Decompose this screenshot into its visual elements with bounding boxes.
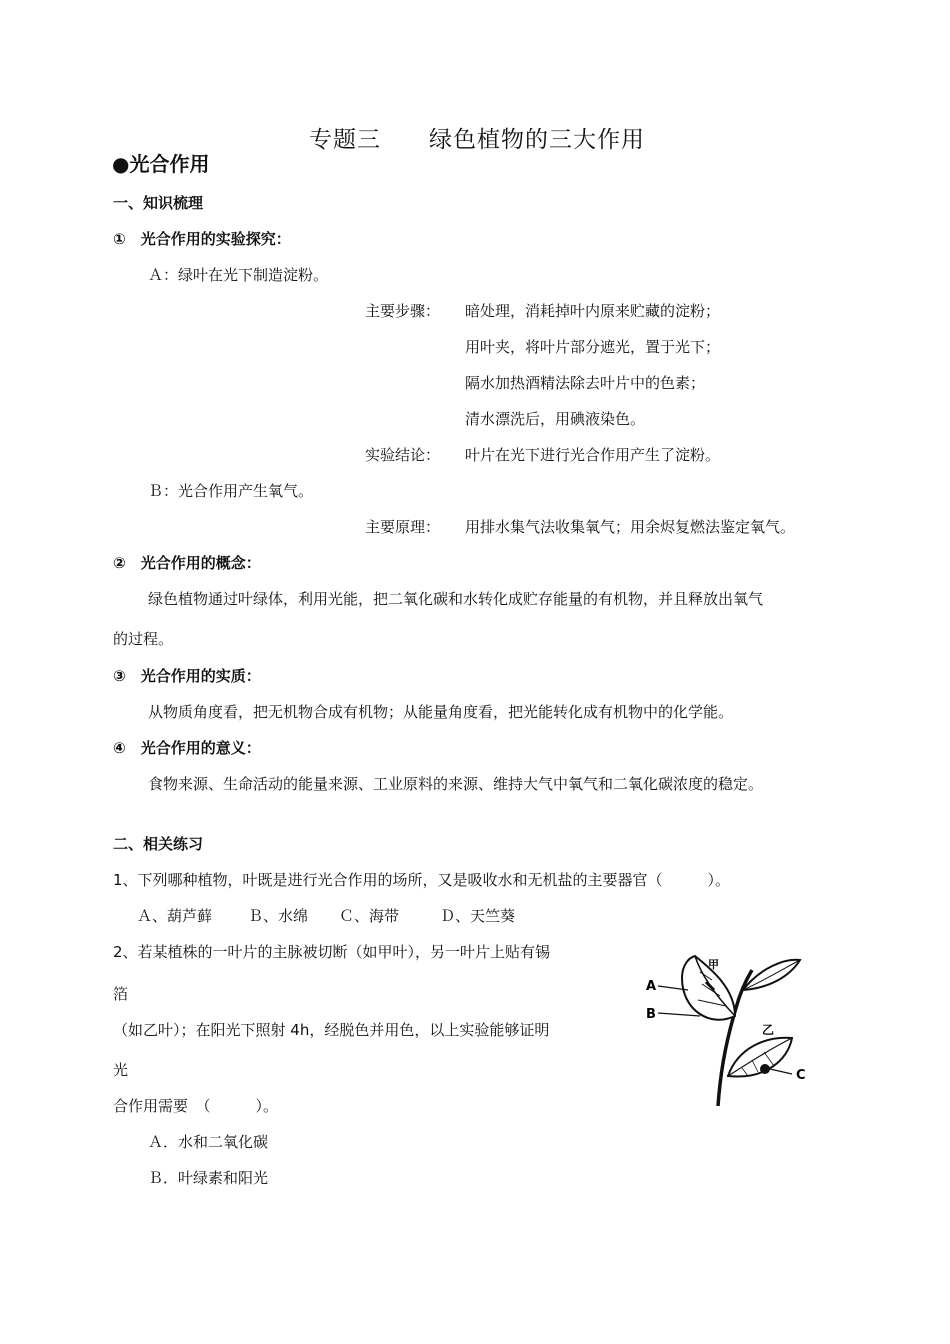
q2-line-3: （如乙叶）；在阳光下照射 4h，经脱色并用色，以上实验能够证明 — [113, 1021, 550, 1039]
label-jia: 甲 — [708, 958, 719, 971]
plant-leaf-figure — [640, 948, 820, 1113]
step-4: 清水漂洗后，用碘液染色。 — [465, 410, 646, 428]
concept-line-2: 的过程。 — [113, 630, 174, 648]
step-2: 用叶夹，将叶片部分遮光，置于光下； — [465, 338, 721, 356]
part1-heading: 一、知识梳理 — [113, 194, 204, 212]
q2-line-1: 2、若某植株的一叶片的主脉被切断（如甲叶），另一叶片上贴有锡 — [113, 943, 551, 961]
q2-option-a: Ａ．水和二氧化碳 — [148, 1133, 269, 1151]
section-heading: ●光合作用 — [112, 152, 210, 176]
page-title: 专题三 绿色植物的三大作用 — [309, 127, 645, 153]
part2-heading: 二、相关练习 — [113, 835, 204, 853]
q1-stem: 1、下列哪种植物，叶既是进行光合作用的场所，又是吸收水和无机盐的主要器官（ ）。 — [113, 871, 731, 889]
concept-line-1: 绿色植物通过叶绿体，利用光能，把二氧化碳和水转化成贮存能量的有机物，并且释放出氧气 — [148, 590, 764, 608]
essence-text: 从物质角度看，把无机物合成有机物；从能量角度看，把光能转化成有机物中的化学能。 — [148, 703, 734, 721]
item3-heading: ③ 光合作用的实质： — [113, 667, 261, 685]
q2-line-4: 光 — [113, 1061, 129, 1079]
q1-option-a: Ａ、葫芦藓 — [137, 907, 213, 925]
q2-line-5: 合作用需要 （ ）。 — [113, 1097, 279, 1115]
steps-label: 主要步骤： — [365, 302, 441, 320]
q2-option-b: Ｂ．叶绿素和阳光 — [148, 1169, 269, 1187]
label-c: C — [796, 1068, 806, 1083]
conclusion-label: 实验结论： — [365, 446, 441, 464]
tin-foil-dot — [760, 1064, 770, 1074]
q1-option-d: Ｄ、天竺葵 — [440, 907, 516, 925]
item4-heading: ④ 光合作用的意义： — [113, 739, 261, 757]
step-3: 隔水加热酒精法除去叶片中的色素； — [465, 374, 706, 392]
step-1: 暗处理，消耗掉叶内原来贮藏的淀粉； — [465, 302, 721, 320]
significance-text: 食物来源、生命活动的能量来源、工业原料的来源、维持大气中氧气和二氧化碳浓度的稳定。 — [148, 775, 764, 793]
conclusion-text: 叶片在光下进行光合作用产生了淀粉。 — [465, 446, 721, 464]
label-yi: 乙 — [762, 1023, 775, 1037]
q2-line-2: 箔 — [113, 985, 129, 1003]
pointer-b — [658, 1013, 700, 1016]
item2-heading: ② 光合作用的概念： — [113, 554, 261, 572]
principle-label: 主要原理： — [365, 518, 441, 536]
principle-text: 用排水集气法收集氧气；用余烬复燃法鉴定氧气。 — [465, 518, 796, 536]
pointer-c — [770, 1069, 792, 1074]
q1-option-c: Ｃ、海带 — [339, 907, 400, 925]
label-b: B — [646, 1007, 656, 1022]
label-a: A — [646, 979, 657, 994]
plant-illustration — [640, 948, 820, 1113]
item1-b-label: Ｂ：光合作用产生氧气。 — [148, 482, 314, 500]
item1-a-label: Ａ：绿叶在光下制造淀粉。 — [148, 266, 329, 284]
q1-option-b: Ｂ、水绵 — [248, 907, 309, 925]
item1-heading: ① 光合作用的实验探究： — [113, 230, 291, 248]
